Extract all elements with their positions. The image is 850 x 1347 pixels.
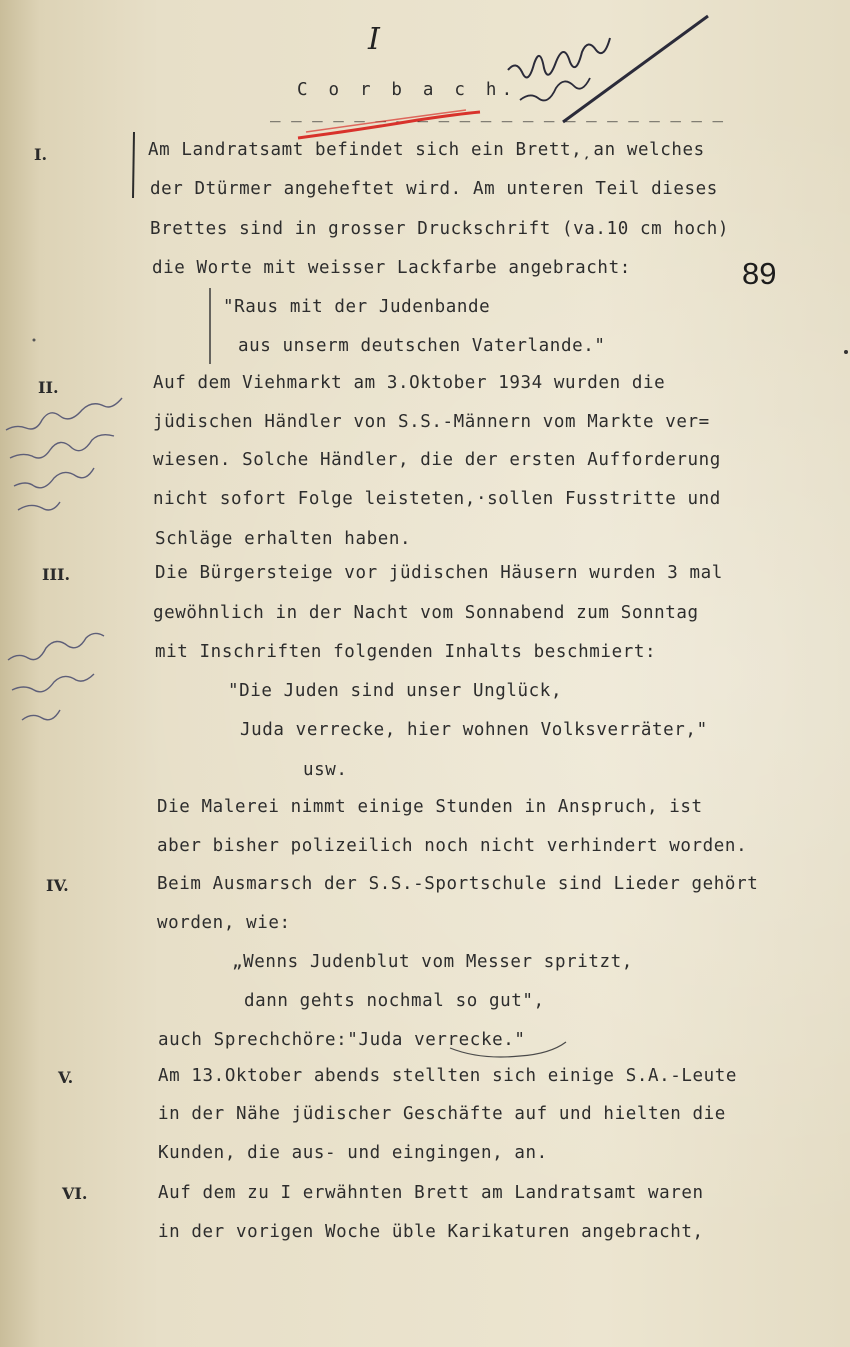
text-line: in der vorigen Woche üble Karikaturen angebracht, [158, 1222, 704, 1242]
section-number: II. [38, 378, 59, 397]
pencil-margin-note [14, 468, 94, 488]
text-line: Die Bürgersteige vor jüdischen Häusern wurden 3 mal [155, 563, 723, 583]
section-number: III. [42, 565, 71, 584]
pencil-margin-note [18, 502, 60, 510]
page-number: 89 [742, 256, 777, 291]
text-line: Auf dem zu I erwähnten Brett am Landratsamt waren [158, 1183, 704, 1203]
pencil-margin-note [22, 710, 60, 720]
roman-numeral-heading: I [368, 22, 380, 57]
diagonal-strike-mark [563, 16, 708, 122]
section-number: VI. [62, 1184, 88, 1203]
text-line: aber bisher polizeilich noch nicht verhindert worden. [157, 836, 748, 856]
quote-line: „Wenns Judenblut vom Messer spritzt, [232, 952, 633, 972]
margin-bracket [133, 132, 134, 198]
text-line: Die Malerei nimmt einige Stunden in Anspruch, ist [157, 797, 703, 817]
pencil-dot [33, 339, 36, 342]
text-line: Am 13.Oktober abends stellten sich einige S.A.-Leute [158, 1066, 738, 1086]
quote-line: dann gehts nochmal so gut", [244, 991, 545, 1011]
handwritten-scribble [520, 78, 590, 100]
text-line: Kunden, die aus- und eingingen, an. [158, 1143, 548, 1163]
section-number: I. [34, 145, 48, 164]
text-line: gewöhnlich in der Nacht vom Sonnabend zum Sonntag [153, 603, 699, 623]
text-line: nicht sofort Folge leisteten,·sollen Fusstritte und [153, 489, 721, 509]
text-line: auch Sprechchöre:"Juda verrecke." [158, 1030, 526, 1050]
title-underline: _ _ _ _ _ _ _ _ _ _ _ _ _ _ _ _ _ _ _ _ _ _ [270, 103, 724, 123]
pencil-margin-note [8, 633, 104, 660]
text-line: die Worte mit weisser Lackfarbe angebracht: [152, 258, 631, 278]
text-line: in der Nähe jüdischer Geschäfte auf und hielten die [158, 1104, 726, 1124]
text-line: Am Landratsamt befindet sich ein Brett,̦ an welches [148, 140, 705, 160]
document-title: C o r b a c h. [297, 80, 518, 100]
quote-line: "Die Juden sind unser Unglück, [228, 681, 563, 701]
red-pencil-underline [306, 110, 466, 132]
ink-dot [844, 350, 848, 354]
text-line: wiesen. Solche Händler, die der ersten Aufforderung [153, 450, 721, 470]
text-line: Beim Ausmarsch der S.S.-Sportschule sind Lieder gehört [157, 874, 759, 894]
pencil-margin-note [6, 398, 122, 430]
text-line: Schläge erhalten haben. [155, 529, 412, 549]
text-line: usw. [303, 760, 348, 780]
pencil-margin-note [12, 674, 94, 692]
handwritten-date-scribble [508, 38, 610, 77]
text-line: der Dtürmer angeheftet wird. Am unteren Teil dieses [150, 179, 718, 199]
section-number: V. [58, 1068, 74, 1087]
red-pencil-underline [298, 112, 480, 138]
text-line: worden, wie: [157, 913, 291, 933]
quote-line: "Raus mit der Judenbande [223, 297, 491, 317]
pencil-curve-mark [450, 1042, 566, 1057]
text-line: Auf dem Viehmarkt am 3.Oktober 1934 wurden die [153, 373, 666, 393]
text-line: Brettes sind in grosser Druckschrift (va.10 cm hoch) [150, 219, 730, 239]
quote-line: aus unserm deutschen Vaterlande." [238, 336, 606, 356]
section-number: IV. [46, 876, 69, 895]
pencil-margin-note [10, 435, 114, 458]
quote-line: Juda verrecke, hier wohnen Volksverräter," [240, 720, 708, 740]
text-line: jüdischen Händler von S.S.-Männern vom Markte ver= [153, 412, 710, 432]
text-line: mit Inschriften folgenden Inhalts beschmiert: [155, 642, 657, 662]
